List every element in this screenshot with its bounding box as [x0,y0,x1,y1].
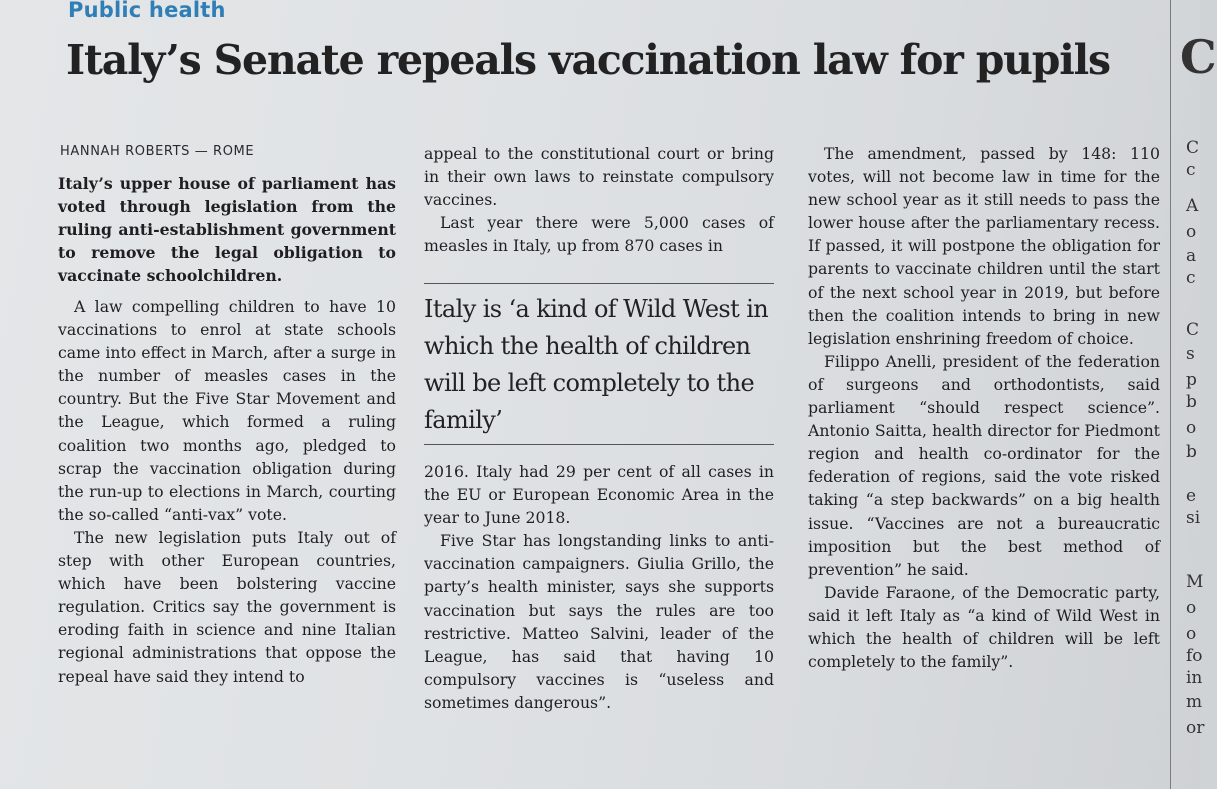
byline: HANNAH ROBERTS — ROME [60,144,255,159]
paragraph: Davide Faraone, of the Democratic party, said it left Italy as “a kind of Wild West in which the health of children will be left completely to the family”. [808,582,1160,672]
adjacent-column-fragment: c [1186,268,1196,288]
pullquote-rule-top [424,283,774,284]
adjacent-column-fragment: c [1186,160,1196,180]
adjacent-column-fragment: M [1186,572,1204,592]
adjacent-column-fragment: o [1186,598,1197,618]
article-headline: Italy’s Senate repeals vaccination law for pupils [66,36,1110,84]
adjacent-column-fragment: o [1186,624,1197,644]
article-lead: Italy’s upper house of parliament has voted through legislation from the ruling anti-establishment government to remove the legal obligation to vaccinate schoolchildren. [58,174,396,285]
adjacent-column-fragment: a [1186,246,1197,266]
article-column-1 [58,142,396,688]
pullquote: Italy is ‘a kind of Wild West in which the health of children will be left completely to the family’ [424,295,769,434]
section-label: Public health [68,0,226,22]
pullquote-rule-bottom [424,444,774,445]
adjacent-column-fragment: b [1186,392,1197,412]
paragraph: 2016. Italy had 29 per cent of all cases in the EU or European Economic Area in the year to June 2018. [424,462,774,528]
adjacent-column-fragment: o [1186,418,1197,438]
adjacent-column-fragment: or [1186,718,1205,738]
adjacent-column-fragment: s [1186,344,1195,364]
adjacent-column-fragment: si [1186,508,1201,528]
paragraph: Last year there were 5,000 cases of measles in Italy, up from 870 cases in [424,213,774,256]
article-column-3 [808,142,1160,673]
adjacent-column-fragment: m [1186,692,1203,712]
article-column-2-top [424,142,774,257]
adjacent-column-fragment: fo [1186,646,1203,666]
adjacent-column-fragment: p [1186,370,1197,390]
paragraph: The amendment, passed by 148: 110 votes, will not become law in time for the new school year as it still needs to pass the lower house after the parliamentary recess. If passed, it will postpone the obligation for parents to vaccinate children until the start of the next school year in 2019, but before then the coalition intends to bring in new legislation enshrining freedom of choice. [808,144,1160,348]
adjacent-column-fragment: C [1186,320,1200,340]
paragraph: The new legislation puts Italy out of step with other European countries, which have been bolstering vaccine regulation. Critics say the government is eroding faith in science and nine Italian regional administrations that oppose the repeal have said they intend to [58,527,396,686]
paragraph: A law compelling children to have 10 vaccinations to enrol at state schools came into effect in March, after a surge in the number of measles cases in the country. But the Five Star Movement and the League, which formed a ruling coalition two months ago, pledged to scrap the vaccination obligation during the run-up to elections in March, courting the so-called “anti-vax” vote. [58,297,396,524]
column-divider [1170,0,1171,789]
adjacent-column-fragment: A [1186,196,1199,216]
adjacent-column-fragment: in [1186,668,1203,688]
paragraph: appeal to the constitutional court or bring in their own laws to reinstate compulsory vaccines. [424,144,774,210]
paragraph: Filippo Anelli, president of the federation of surgeons and orthodontists, said parliament “should respect science”. Antonio Saitta, health director for Piedmont region and health co-ordinator for the federation of regions, said the vote risked taking “a step backwards” on a big health issue. “Vaccines are not a bureaucratic imposition but the best method of prevention” he said. [808,351,1160,579]
adjacent-column-fragment: b [1186,442,1197,462]
adjacent-headline-fragment: C [1180,30,1217,84]
adjacent-column-fragment: e [1186,486,1197,506]
paragraph: Five Star has longstanding links to anti-vaccination campaigners. Giulia Grillo, the party’s health minister, says she supports vaccination but says the rules are too restrictive. Matteo Salvini, leader of the League, has said that having 10 compulsory vaccines is “useless and sometimes dangerous”. [424,531,774,712]
article-column-2-bottom [424,460,774,714]
adjacent-column-fragment: o [1186,222,1197,242]
adjacent-column-fragment: C [1186,138,1200,158]
